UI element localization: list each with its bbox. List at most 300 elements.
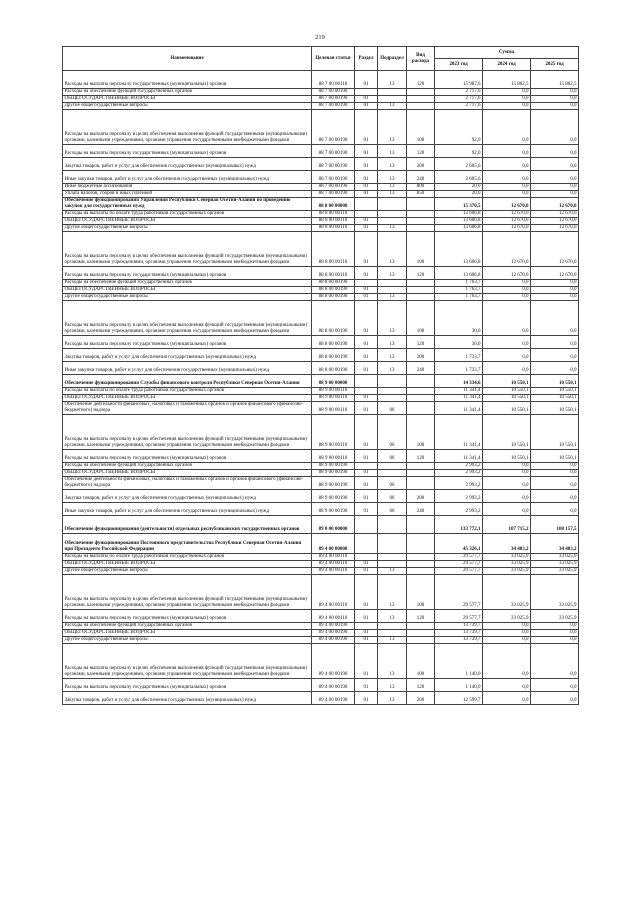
cell-2023: 92,0 [435,110,483,145]
table-row [63,388,579,395]
cell-2025: 0,0 [531,145,579,158]
table-row [63,211,579,218]
cell-subsection: 06 [378,450,407,463]
cell-subsection: 13 [378,610,407,623]
cell-section [355,388,378,395]
table-row [63,225,579,232]
table-row [63,554,579,561]
cell-subsection: 13 [378,575,407,610]
cell-name: Закупка товаров, работ и услуг для обеспечения государственных (муниципальных) нужд [63,349,312,362]
cell-2025: 33 025,9 [531,568,579,575]
cell-section: 01 [355,561,378,568]
cell-2023: 1 763,7 [435,287,483,294]
cell-expense-type: 100 [407,110,435,145]
cell-2024: 0,0 [483,470,531,477]
cell-article: 88 8 00 00190 [312,336,355,349]
cell-expense-type: 120 [407,450,435,463]
cell-2024: 0,0 [483,692,531,705]
table-row [63,637,579,644]
cell-article: 89 0 00 00000 [312,516,355,534]
cell-2024: 33 025,9 [483,575,531,610]
cell-2024: 12 670,0 [483,211,531,218]
cell-name: ОБЩЕГОСУДАРСТВЕННЫЕ ВОПРОСЫ [63,218,312,225]
cell-expense-type [407,211,435,218]
cell-article: 89 4 00 00110 [312,610,355,623]
table-row [63,336,579,349]
table-row [63,375,579,388]
table-row [63,191,579,198]
cell-2025: 10 550,1 [531,415,579,450]
cell-subsection: 13 [378,171,407,184]
cell-2023: 13 739,7 [435,637,483,644]
table-row [63,198,579,211]
cell-article: 88 9 00 00190 [312,477,355,490]
cell-2024: 0,0 [483,158,531,171]
cell-name: Расходы на выплаты по оплате труда работников государственных органов [63,554,312,561]
cell-article: 88 9 00 00190 [312,470,355,477]
cell-2023: 11 341,4 [435,415,483,450]
cell-subsection [378,287,407,294]
cell-name: ОБЩЕГОСУДАРСТВЕННЫЕ ВОПРОСЫ [63,96,312,103]
table-row [63,301,579,336]
cell-article: 88 8 00 00110 [312,225,355,232]
cell-2024: 107 715,2 [483,516,531,534]
table-body [63,71,579,705]
cell-subsection: 13 [378,191,407,198]
cell-expense-type [407,477,435,490]
cell-2023: 11 341,4 [435,450,483,463]
cell-expense-type: 100 [407,644,435,679]
cell-section [355,375,378,388]
cell-name: Иные закупки товаров, работ и услуг для обеспечения государственных (муниципальных) нужд [63,362,312,375]
cell-section [355,534,378,554]
cell-expense-type: 200 [407,490,435,503]
cell-2024: 0,0 [483,191,531,198]
cell-article: 88 8 00 00190 [312,287,355,294]
cell-2023: 29 577,7 [435,554,483,561]
header-sum: Сумма [435,47,579,59]
cell-2025: 0,0 [531,184,579,191]
cell-section [355,280,378,287]
cell-2025: 12 670,0 [531,232,579,267]
cell-section: 01 [355,191,378,198]
cell-subsection [378,630,407,637]
cell-2024: 0,0 [483,349,531,362]
cell-subsection [378,516,407,534]
cell-expense-type: 120 [407,336,435,349]
cell-2023: 92,0 [435,145,483,158]
cell-section: 01 [355,679,378,692]
cell-article: 88 7 00 00190 [312,184,355,191]
cell-2025: 0,0 [531,692,579,705]
cell-article: 88 7 00 00190 [312,103,355,110]
cell-subsection [378,375,407,388]
cell-2025: 33 025,9 [531,575,579,610]
cell-2023: 29 577,7 [435,568,483,575]
cell-2024: 0,0 [483,301,531,336]
cell-article: 88 7 00 00190 [312,89,355,96]
cell-article: 88 8 00 00110 [312,218,355,225]
cell-article: 88 7 00 00190 [312,145,355,158]
cell-2024: 0,0 [483,96,531,103]
cell-article: 89 4 00 00190 [312,623,355,630]
cell-subsection: 13 [378,692,407,705]
cell-2025: 34 483,2 [531,534,579,554]
cell-2023: 11 341,4 [435,402,483,415]
cell-2024: 0,0 [483,145,531,158]
cell-subsection: 13 [378,110,407,145]
table-row [63,96,579,103]
cell-expense-type [407,198,435,211]
cell-subsection [378,280,407,287]
cell-expense-type [407,89,435,96]
cell-2023: 1 763,7 [435,294,483,301]
cell-2023: 30,0 [435,336,483,349]
cell-section: 01 [355,415,378,450]
cell-name: Иные бюджетные ассигнования [63,184,312,191]
cell-section: 01 [355,610,378,623]
cell-expense-type: 100 [407,301,435,336]
table-row [63,349,579,362]
cell-2025: 0,0 [531,477,579,490]
cell-expense-type: 120 [407,679,435,692]
table-row [63,294,579,301]
cell-2024: 10 550,1 [483,450,531,463]
cell-section: 01 [355,503,378,516]
cell-subsection: 13 [378,232,407,267]
page-number: 219 [315,34,325,41]
cell-name: Уплата налогов, сборов и иных платежей [63,191,312,198]
cell-2023: 12 599,7 [435,692,483,705]
cell-name: Расходы на выплаты персоналу в целях обеспечения выполнения функций государственными (муниципальными) органами, казенными учреждениями, органами управления государственными внебюджетными фондами [63,110,312,145]
cell-subsection [378,211,407,218]
cell-name: Расходы на обеспечение функций государственных органов [63,463,312,470]
table-row [63,158,579,171]
cell-2024: 12 670,0 [483,198,531,211]
cell-section: 01 [355,184,378,191]
cell-2025: 12 670,0 [531,198,579,211]
cell-subsection [378,89,407,96]
cell-section: 01 [355,294,378,301]
cell-2023: 1 140,0 [435,679,483,692]
cell-name: Обеспечение функционирования Управления Республики Северная Осетия-Алания по проведению закупок для государственных нужд [63,198,312,211]
cell-expense-type [407,516,435,534]
cell-expense-type: 100 [407,415,435,450]
cell-subsection: 13 [378,301,407,336]
cell-2024: 0,0 [483,679,531,692]
cell-expense-type: 120 [407,71,435,89]
cell-name: Расходы на выплаты персоналу государственных (муниципальных) органов [63,450,312,463]
cell-subsection [378,463,407,470]
cell-section: 01 [355,477,378,490]
cell-2025: 10 550,1 [531,375,579,388]
cell-expense-type [407,294,435,301]
cell-2025: 0,0 [531,463,579,470]
cell-article: 88 8 00 00190 [312,362,355,375]
cell-article: 89 4 00 00190 [312,692,355,705]
cell-2025: 15 802,5 [531,71,579,89]
cell-2024: 0,0 [483,490,531,503]
cell-2023: 2 717,6 [435,89,483,96]
cell-2024: 0,0 [483,336,531,349]
cell-subsection: 13 [378,568,407,575]
cell-subsection: 06 [378,503,407,516]
cell-article: 88 8 00 00110 [312,232,355,267]
cell-2025: 0,0 [531,336,579,349]
cell-2023: 14 334,6 [435,375,483,388]
cell-2025: 33 025,9 [531,561,579,568]
cell-article: 88 7 00 00190 [312,96,355,103]
cell-expense-type: 240 [407,503,435,516]
table-row [63,477,579,490]
cell-section: 01 [355,71,378,89]
cell-expense-type: 240 [407,171,435,184]
cell-2025: 0,0 [531,280,579,287]
cell-article: 88 7 00 00190 [312,191,355,198]
cell-section: 01 [355,450,378,463]
cell-article: 88 9 00 00110 [312,415,355,450]
cell-2023: 13 606,8 [435,218,483,225]
cell-section: 01 [355,110,378,145]
cell-2024: 12 670,0 [483,232,531,267]
cell-2025: 10 550,1 [531,402,579,415]
cell-2025: 33 025,9 [531,610,579,623]
cell-expense-type [407,463,435,470]
cell-section: 01 [355,267,378,280]
table-row [63,110,579,145]
table-row [63,534,579,554]
cell-subsection: 13 [378,225,407,232]
cell-2024: 0,0 [483,644,531,679]
cell-name: Другие общегосударственные вопросы [63,568,312,575]
cell-2023: 2 993,2 [435,503,483,516]
cell-subsection [378,395,407,402]
cell-2024: 12 670,0 [483,225,531,232]
cell-subsection: 13 [378,158,407,171]
table-row [63,71,579,89]
cell-2023: 2 605,6 [435,158,483,171]
cell-2024: 0,0 [483,637,531,644]
cell-2024: 33 025,9 [483,554,531,561]
cell-article: 88 7 00 00190 [312,171,355,184]
table-row [63,184,579,191]
cell-2023: 1 733,7 [435,362,483,375]
cell-name: Расходы на выплаты по оплате труда работников государственных органов [63,211,312,218]
table-row [63,561,579,568]
cell-section: 01 [355,103,378,110]
cell-subsection [378,198,407,211]
cell-name: Расходы на выплаты персоналу государственных (муниципальных) органов [63,145,312,158]
cell-name: Обеспечение деятельности финансовых, налоговых и таможенных органов и органов финансового (финансово-бюджетного) надзора [63,402,312,415]
cell-article: 88 9 00 00110 [312,450,355,463]
cell-2023: 13 606,8 [435,232,483,267]
cell-name: Другие общегосударственные вопросы [63,103,312,110]
cell-article: 89 4 00 00110 [312,575,355,610]
cell-subsection: 06 [378,490,407,503]
cell-subsection: 13 [378,637,407,644]
cell-subsection [378,388,407,395]
cell-expense-type: 100 [407,232,435,267]
cell-subsection: 13 [378,103,407,110]
cell-section: 01 [355,575,378,610]
table-row [63,679,579,692]
cell-expense-type [407,637,435,644]
cell-expense-type [407,534,435,554]
cell-2023: 13 606,8 [435,267,483,280]
cell-article: 88 7 00 00110 [312,71,355,89]
cell-subsection [378,470,407,477]
cell-expense-type [407,218,435,225]
cell-2025: 0,0 [531,470,579,477]
cell-2025: 0,0 [531,158,579,171]
cell-expense-type [407,96,435,103]
cell-article: 89 4 00 00190 [312,679,355,692]
cell-2023: 133 772,1 [435,516,483,534]
cell-2024: 0,0 [483,362,531,375]
cell-article: 88 9 00 00190 [312,490,355,503]
cell-2025: 0,0 [531,490,579,503]
table-row [63,402,579,415]
header-subsection: Подраздел [378,47,407,71]
cell-name: Обеспечение функционирования (деятельности) отдельных республиканских государственных органов [63,516,312,534]
cell-2024: 33 025,9 [483,561,531,568]
table-row [63,503,579,516]
cell-expense-type: 120 [407,610,435,623]
cell-2024: 15 802,5 [483,71,531,89]
cell-subsection: 13 [378,349,407,362]
cell-2023: 13 606,8 [435,225,483,232]
cell-2025: 0,0 [531,294,579,301]
cell-2025: 0,0 [531,287,579,294]
cell-article: 89 4 00 00000 [312,534,355,554]
cell-subsection: 13 [378,679,407,692]
cell-article: 88 8 00 00190 [312,294,355,301]
table-row [63,218,579,225]
cell-2023: 11 341,4 [435,395,483,402]
cell-section: 01 [355,630,378,637]
cell-article: 88 8 00 00190 [312,301,355,336]
cell-expense-type: 850 [407,191,435,198]
cell-section [355,211,378,218]
cell-2023: 2 605,6 [435,171,483,184]
table-row [63,395,579,402]
cell-expense-type [407,568,435,575]
cell-2024: 10 550,1 [483,388,531,395]
table-row [63,280,579,287]
cell-2023: 2 993,2 [435,470,483,477]
cell-2023: 15 370,5 [435,198,483,211]
cell-article: 88 7 00 00190 [312,158,355,171]
cell-subsection [378,218,407,225]
cell-section: 01 [355,171,378,184]
cell-2025: 0,0 [531,349,579,362]
cell-expense-type: 200 [407,692,435,705]
cell-name: Расходы на выплаты персоналу государственных (муниципальных) органов [63,71,312,89]
cell-2023: 2 717,6 [435,96,483,103]
cell-article: 88 8 00 00000 [312,198,355,211]
cell-2023: 20,0 [435,191,483,198]
cell-article: 88 8 00 00190 [312,349,355,362]
cell-name: Расходы на выплаты по оплате труда работников государственных органов [63,388,312,395]
cell-subsection [378,561,407,568]
cell-2024: 10 550,1 [483,415,531,450]
cell-expense-type [407,561,435,568]
cell-section: 01 [355,395,378,402]
cell-2025: 0,0 [531,110,579,145]
table-row [63,575,579,610]
cell-article: 89 4 00 00110 [312,561,355,568]
cell-2023: 13 739,7 [435,630,483,637]
table-row [63,267,579,280]
cell-name: ОБЩЕГОСУДАРСТВЕННЫЕ ВОПРОСЫ [63,470,312,477]
cell-2025: 10 550,1 [531,450,579,463]
cell-section: 01 [355,490,378,503]
cell-2025: 12 670,0 [531,225,579,232]
cell-subsection [378,534,407,554]
cell-name: Расходы на выплаты персоналу в целях обеспечения выполнения функций государственными (муниципальными) органами, казенными учреждениями, органами управления государственными внебюджетными фондами [63,575,312,610]
table-row [63,568,579,575]
cell-article: 88 9 00 00110 [312,402,355,415]
table-row [63,145,579,158]
cell-2024: 33 025,9 [483,610,531,623]
cell-name: Обеспечение функционирования Службы финансового контроля Республики Северная Осетия-Алания [63,375,312,388]
cell-section: 01 [355,218,378,225]
cell-subsection: 06 [378,415,407,450]
cell-name: Расходы на обеспечение функций государственных органов [63,280,312,287]
cell-article: 89 4 00 00110 [312,568,355,575]
cell-name: Расходы на обеспечение функций государственных органов [63,623,312,630]
cell-section: 01 [355,349,378,362]
cell-name: ОБЩЕГОСУДАРСТВЕННЫЕ ВОПРОСЫ [63,630,312,637]
cell-subsection [378,623,407,630]
cell-section: 01 [355,402,378,415]
cell-2024: 12 670,0 [483,218,531,225]
cell-expense-type [407,470,435,477]
table-row [63,623,579,630]
cell-name: Обеспечение деятельности финансовых, налоговых и таможенных органов и органов финансового (финансово-бюджетного) надзора [63,477,312,490]
cell-name: Расходы на выплаты персоналу в целях обеспечения выполнения функций государственными (муниципальными) органами, казенными учреждениями, органами управления государственными внебюджетными фондами [63,415,312,450]
cell-2023: 2 717,6 [435,103,483,110]
cell-expense-type [407,225,435,232]
cell-2025: 0,0 [531,644,579,679]
cell-2025: 0,0 [531,89,579,96]
cell-name: ОБЩЕГОСУДАРСТВЕННЫЕ ВОПРОСЫ [63,561,312,568]
cell-section: 01 [355,470,378,477]
cell-section: 01 [355,96,378,103]
table-row [63,415,579,450]
cell-name: Расходы на выплаты персоналу государственных (муниципальных) органов [63,610,312,623]
cell-2023: 13 739,7 [435,623,483,630]
cell-article: 89 4 00 00110 [312,554,355,561]
cell-name: Расходы на выплаты персоналу государственных (муниципальных) органов [63,267,312,280]
cell-2023: 2 993,2 [435,477,483,490]
cell-2023: 1 763,7 [435,280,483,287]
cell-2024: 0,0 [483,110,531,145]
cell-2023: 29 577,7 [435,610,483,623]
cell-article: 89 4 00 00190 [312,644,355,679]
cell-2025: 0,0 [531,171,579,184]
cell-2023: 11 341,4 [435,388,483,395]
cell-section [355,198,378,211]
cell-2025: 33 025,9 [531,554,579,561]
table-row [63,362,579,375]
table-row [63,171,579,184]
cell-section: 01 [355,287,378,294]
table-row [63,450,579,463]
cell-subsection: 13 [378,644,407,679]
cell-2025: 108 157,5 [531,516,579,534]
header-2024: 2024 год [483,59,531,71]
